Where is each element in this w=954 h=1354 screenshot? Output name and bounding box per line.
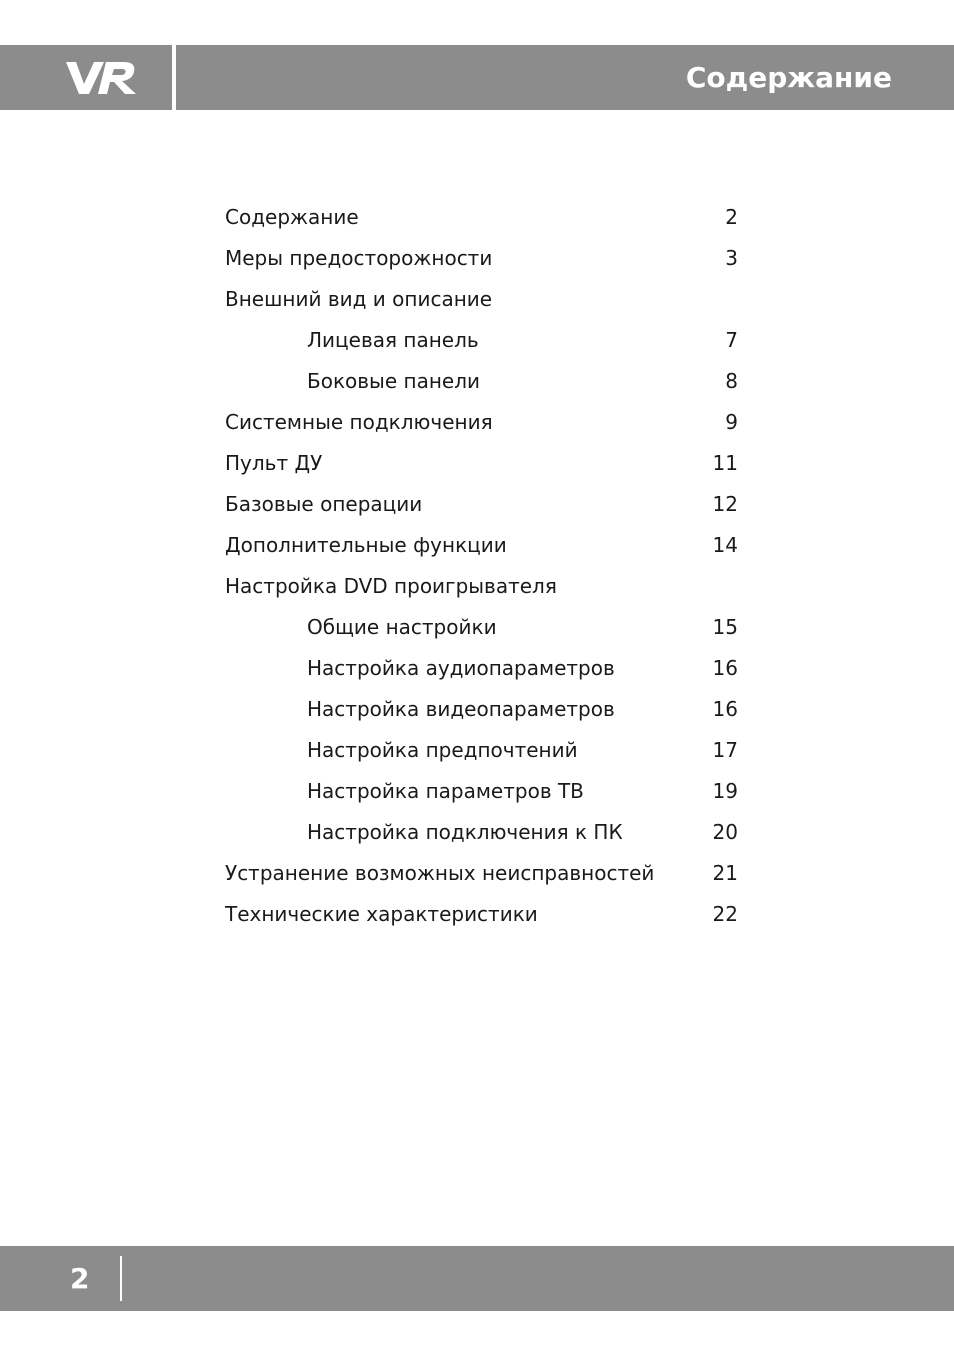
footer-divider bbox=[120, 1256, 122, 1301]
toc-entry-page: 12 bbox=[712, 492, 738, 516]
header-divider bbox=[172, 45, 176, 110]
toc-entry-label: Меры предосторожности bbox=[225, 246, 493, 270]
toc-entry[interactable] bbox=[225, 566, 740, 607]
toc-entry[interactable] bbox=[225, 197, 740, 238]
toc-entry[interactable] bbox=[225, 894, 740, 935]
toc-entry-page: 22 bbox=[712, 902, 738, 926]
toc-entry-label: Настройка предпочтений bbox=[307, 738, 578, 762]
toc-entry-label: Общие настройки bbox=[307, 615, 497, 639]
toc-entry[interactable] bbox=[225, 853, 740, 894]
toc-entry[interactable] bbox=[225, 320, 740, 361]
toc-entry-label: Пульт ДУ bbox=[225, 451, 323, 475]
footer-bar bbox=[0, 1246, 954, 1311]
toc-entry-page: 17 bbox=[712, 738, 738, 762]
toc-entry-page: 9 bbox=[725, 410, 738, 434]
toc-entry[interactable] bbox=[225, 279, 740, 320]
toc-entry-label: Содержание bbox=[225, 205, 359, 229]
brand-logo bbox=[0, 45, 172, 110]
toc-entry-label: Лицевая панель bbox=[307, 328, 479, 352]
toc-entry-page: 11 bbox=[712, 451, 738, 475]
toc-entry-page: 2 bbox=[725, 205, 738, 229]
toc-entry-label: Настройка аудиопараметров bbox=[307, 656, 615, 680]
toc-entry[interactable] bbox=[225, 771, 740, 812]
toc-entry-label: Внешний вид и описание bbox=[225, 287, 493, 311]
toc-entry-page: 14 bbox=[712, 533, 738, 557]
toc-entry[interactable] bbox=[225, 648, 740, 689]
toc-entry-page: 21 bbox=[712, 861, 738, 885]
toc-entry-page: 7 bbox=[725, 328, 738, 352]
toc-entry-label: Базовые операции bbox=[225, 492, 423, 516]
toc-entry[interactable] bbox=[225, 238, 740, 279]
toc-entry-label: Системные подключения bbox=[225, 410, 493, 434]
table-of-contents bbox=[225, 197, 740, 935]
toc-entry[interactable] bbox=[225, 812, 740, 853]
toc-entry[interactable] bbox=[225, 689, 740, 730]
vr-logo-icon bbox=[64, 59, 138, 97]
toc-entry[interactable] bbox=[225, 361, 740, 402]
toc-entry-page: 3 bbox=[725, 246, 738, 270]
page-title: Содержание bbox=[685, 61, 892, 94]
toc-entry-label: Настройка видеопараметров bbox=[307, 697, 615, 721]
toc-entry-label: Устранение возможных неисправностей bbox=[225, 861, 655, 885]
toc-entry-page: 16 bbox=[712, 697, 738, 721]
toc-entry-label: Боковые панели bbox=[307, 369, 481, 393]
header-bar bbox=[0, 45, 954, 110]
toc-entry[interactable] bbox=[225, 484, 740, 525]
toc-entry-page: 8 bbox=[725, 369, 738, 393]
page-number: 2 bbox=[70, 1262, 90, 1295]
toc-entry-label: Настройка параметров ТВ bbox=[307, 779, 584, 803]
toc-entry-label: Дополнительные функции bbox=[225, 533, 507, 557]
toc-entry-page: 19 bbox=[712, 779, 738, 803]
toc-entry-label: Технические характеристики bbox=[225, 902, 538, 926]
toc-entry-page: 15 bbox=[712, 615, 738, 639]
toc-entry-label: Настройка подключения к ПК bbox=[307, 820, 623, 844]
toc-entry[interactable] bbox=[225, 402, 740, 443]
toc-entry-page: 20 bbox=[712, 820, 738, 844]
toc-entry[interactable] bbox=[225, 443, 740, 484]
toc-entry[interactable] bbox=[225, 730, 740, 771]
toc-entry-label: Настройка DVD проигрывателя bbox=[225, 574, 557, 598]
toc-entry[interactable] bbox=[225, 607, 740, 648]
toc-entry[interactable] bbox=[225, 525, 740, 566]
toc-entry-page: 16 bbox=[712, 656, 738, 680]
